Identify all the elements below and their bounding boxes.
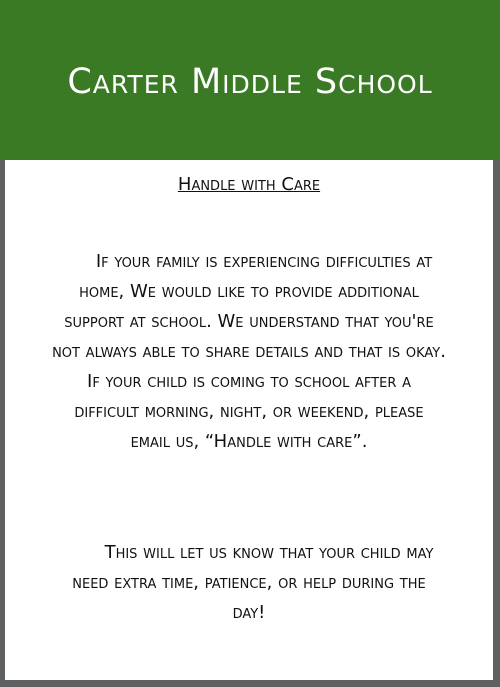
paragraph-line: day!: [232, 602, 266, 623]
paragraph-line: This will let us know that your child may: [104, 542, 434, 563]
paragraph-line: If your child is coming to school after a: [87, 371, 411, 392]
notice-paragraph-1: [5, 247, 493, 457]
paragraph-line: difficult morning, night, or weekend, please: [74, 401, 424, 422]
paragraph-line: not always able to share details and that is okay.: [52, 341, 446, 362]
notice-heading: Handle with Care: [177, 174, 321, 195]
paragraph-line: support at school. We understand that you're: [64, 311, 434, 332]
notice-card: [5, 160, 493, 680]
paragraph-line: home, We would like to provide additional: [79, 281, 419, 302]
school-name-title: Carter Middle School: [67, 62, 433, 102]
paragraph-line: need extra time, patience, or help during the: [72, 572, 426, 593]
notice-paragraph-2: [5, 538, 493, 628]
school-header-banner: [0, 0, 500, 160]
paragraph-line: email us, “Handle with care”.: [130, 431, 368, 452]
paragraph-line: If your family is experiencing difficulties at: [95, 251, 433, 272]
